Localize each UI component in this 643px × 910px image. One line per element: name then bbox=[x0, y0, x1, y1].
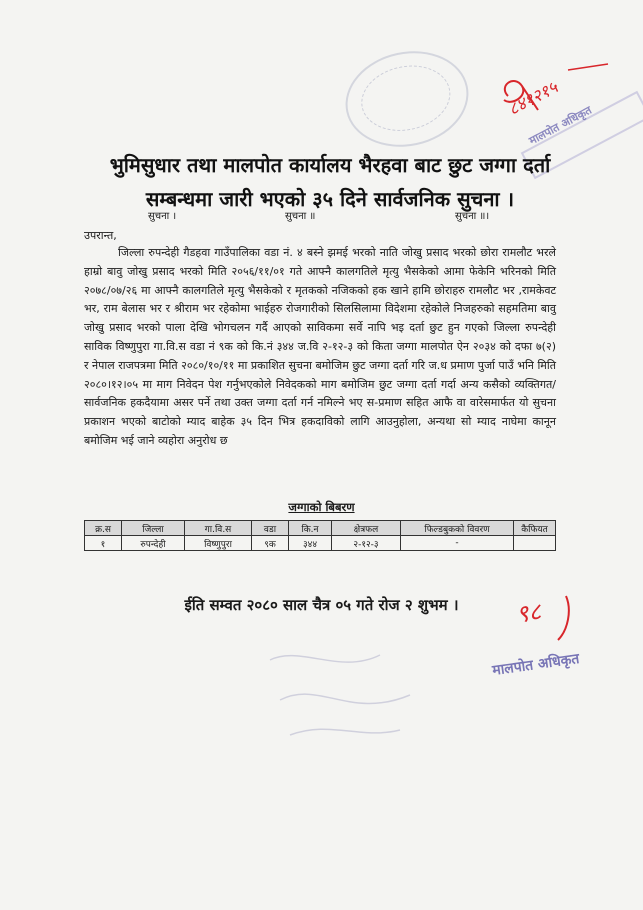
faint-show-through-signature bbox=[260, 640, 420, 750]
col-remarks: कैफियत bbox=[514, 521, 556, 536]
land-details-table bbox=[84, 520, 556, 551]
col-sn: क्र.स bbox=[85, 521, 122, 536]
col-area: क्षेत्रफल bbox=[332, 521, 401, 536]
notice-label-3: सुचना ॥। bbox=[455, 211, 490, 222]
col-fieldbook: फिल्डबुकको विवरण bbox=[401, 521, 514, 536]
cell-sn: १ bbox=[85, 536, 122, 551]
salutation: उपरान्त, bbox=[84, 229, 117, 242]
body-paragraph: जिल्ला रुपन्देही गैडहवा गाउँपालिका वडा नं. ४ बस्ने झमई भरको नाति जोखु प्रसाद भरको छोरा रामलौट भरले हाम्रो बावु जोखु प्रसाद भरको मिति २०५६/११/०१ गते आफ्नै कालगतिले मृत्यु भैसकेको आमा फेकेनि भरिनको मिति २०७८/०७/२६ मा आफ्नै कालगतिले मृत्यु भैसकेको र मृतकको नजिकको हक खाने हामि छोराहरु रामलौट भर ,रामकेवट भर, राम बेलास भर र श्रीराम भर रहेकोमा भाईहरु रोजगारीको सिलसिलामा विदेशमा रहेकोले निजहरुको सहमतिमा बावु जोखु प्रसाद भरको पाला देखि भोगचलन गर्दै आएको साविकमा सर्वे नापि भइ दर्ता छुट हुन गएको जिल्ला रुपन्देही साविक विष्णुपुरा गा.वि.स वडा नं ९क को कि.नं ३४४ ज.वि २-१२-३ को किता जग्गा मालपोत ऐन २०३४ को दफा ७(२) र नेपाल राजपत्रमा मिति २०८०/१०/११ मा प्रकाशित सुचना बमोजिम छुट जग्गा दर्ता गरि ज.ध प्रमाण पुर्जा पाउँ भनि मिति २०८०।१२।०५ मा माग निवेदन पेश गर्नुभएकोले निवेदकको माग बमोजिम छुट जग्गा दर्ता गर्दा अन्य कसैको व्यक्तिगत/सार्वजनिक हकदैयामा असर पर्ने तथा उक्त जग्गा दर्ता गर्न नमिल्ने भए स-प्रमाण सहित आफै वा वारेसमार्फत यो सुचना प्रकाशन भएको बाटोको म्याद बाहेक ३५ दिन भित्र हकदाविको लागि आउनुहोला, अन्यथा सो म्याद नाघेमा कानून बमोजिम भई जाने व्यहोरा अनुरोध छ bbox=[84, 246, 556, 447]
notice-label-2: सुचना ॥ bbox=[285, 211, 316, 222]
notice-label-1: सुचना । bbox=[148, 211, 177, 222]
col-district: जिल्ला bbox=[122, 521, 185, 536]
col-vdc: गा.वि.स bbox=[185, 521, 252, 536]
cell-vdc: विष्णुपुरा bbox=[185, 536, 252, 551]
col-plot-no: कि.न bbox=[289, 521, 332, 536]
title-line-2: सम्बन्धमा जारी भएको ३५ दिने सार्वजनिक सुचना । bbox=[145, 187, 515, 211]
cell-remarks bbox=[514, 536, 556, 551]
cell-area: २-१२-३ bbox=[332, 536, 401, 551]
officer-stamp-bottom: मालपोत अधिकृत bbox=[491, 650, 581, 680]
title-line-1: भुमिसुधार तथा मालपोत कार्यालय भैरहवा बाट छुट जग्गा दर्ता bbox=[109, 153, 551, 177]
handwritten-number-top: ८४१२१५ bbox=[505, 77, 562, 121]
closing-line: ईति सम्वत २०८० साल चैत्र ०५ गते रोज २ शुभम । bbox=[184, 596, 459, 614]
officer-stamp-top: मालपोत अधिकृत bbox=[526, 103, 594, 148]
col-ward: वडा bbox=[252, 521, 289, 536]
notice-title bbox=[60, 148, 600, 216]
cell-fieldbook: - bbox=[401, 536, 514, 551]
table-header-row bbox=[85, 521, 556, 536]
cell-district: रुपन्देही bbox=[122, 536, 185, 551]
notice-body bbox=[84, 244, 556, 451]
cell-plot-no: ३४४ bbox=[289, 536, 332, 551]
handwritten-number-bottom: ९८ bbox=[514, 597, 543, 629]
notice-labels bbox=[0, 208, 643, 224]
land-details-heading: जग्गाको बिबरण bbox=[288, 500, 355, 514]
cell-ward: ९क bbox=[252, 536, 289, 551]
office-seal bbox=[337, 40, 478, 158]
table-row bbox=[85, 536, 556, 551]
